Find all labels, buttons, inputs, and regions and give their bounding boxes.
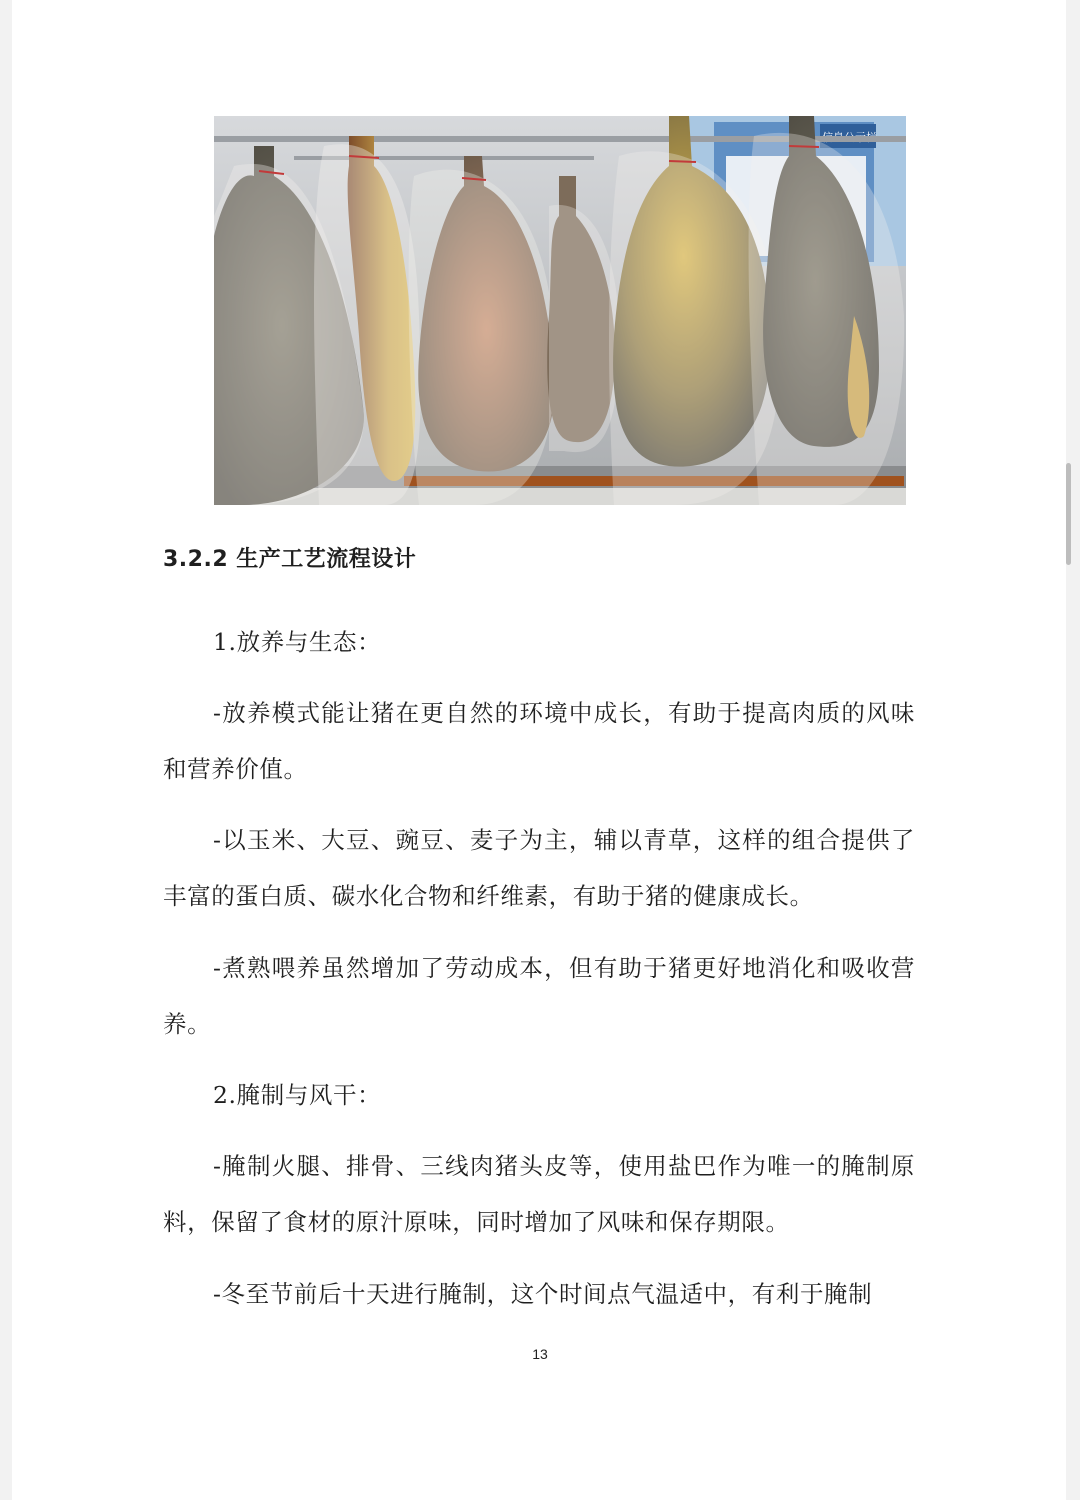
paragraph-1: 1.放养与生态： <box>213 628 382 656</box>
paragraph-4: -煮熟喂养虽然增加了劳动成本，但有助于猪更好地消化和吸收营养。 <box>163 954 915 1038</box>
paragraph-7: -冬至节前后十天进行腌制，这个时间点气温适中，有利于腌制 <box>213 1280 873 1308</box>
cured-ham-illustration <box>214 116 906 505</box>
paragraph-6: -腌制火腿、排骨、三线肉猪头皮等，使用盐巴作为唯一的腌制原料，保留了食材的原汁原味，同时增加了风味和保存期限。 <box>163 1152 915 1236</box>
paragraph-5: 2.腌制与风干： <box>213 1081 382 1109</box>
paragraph-2: -放养模式能让猪在更自然的环境中成长，有助于提高肉质的风味和营养价值。 <box>163 699 915 783</box>
cured-ham-photo <box>214 116 906 505</box>
page-number: 13 <box>532 1346 548 1362</box>
paragraph-3: -以玉米、大豆、豌豆、麦子为主，辅以青草，这样的组合提供了丰富的蛋白质、碳水化合物和纤维素，有助于猪的健康成长。 <box>163 826 915 910</box>
scrollbar-thumb[interactable] <box>1066 463 1071 565</box>
section-heading: 3.2.2 生产工艺流程设计 <box>163 547 417 572</box>
